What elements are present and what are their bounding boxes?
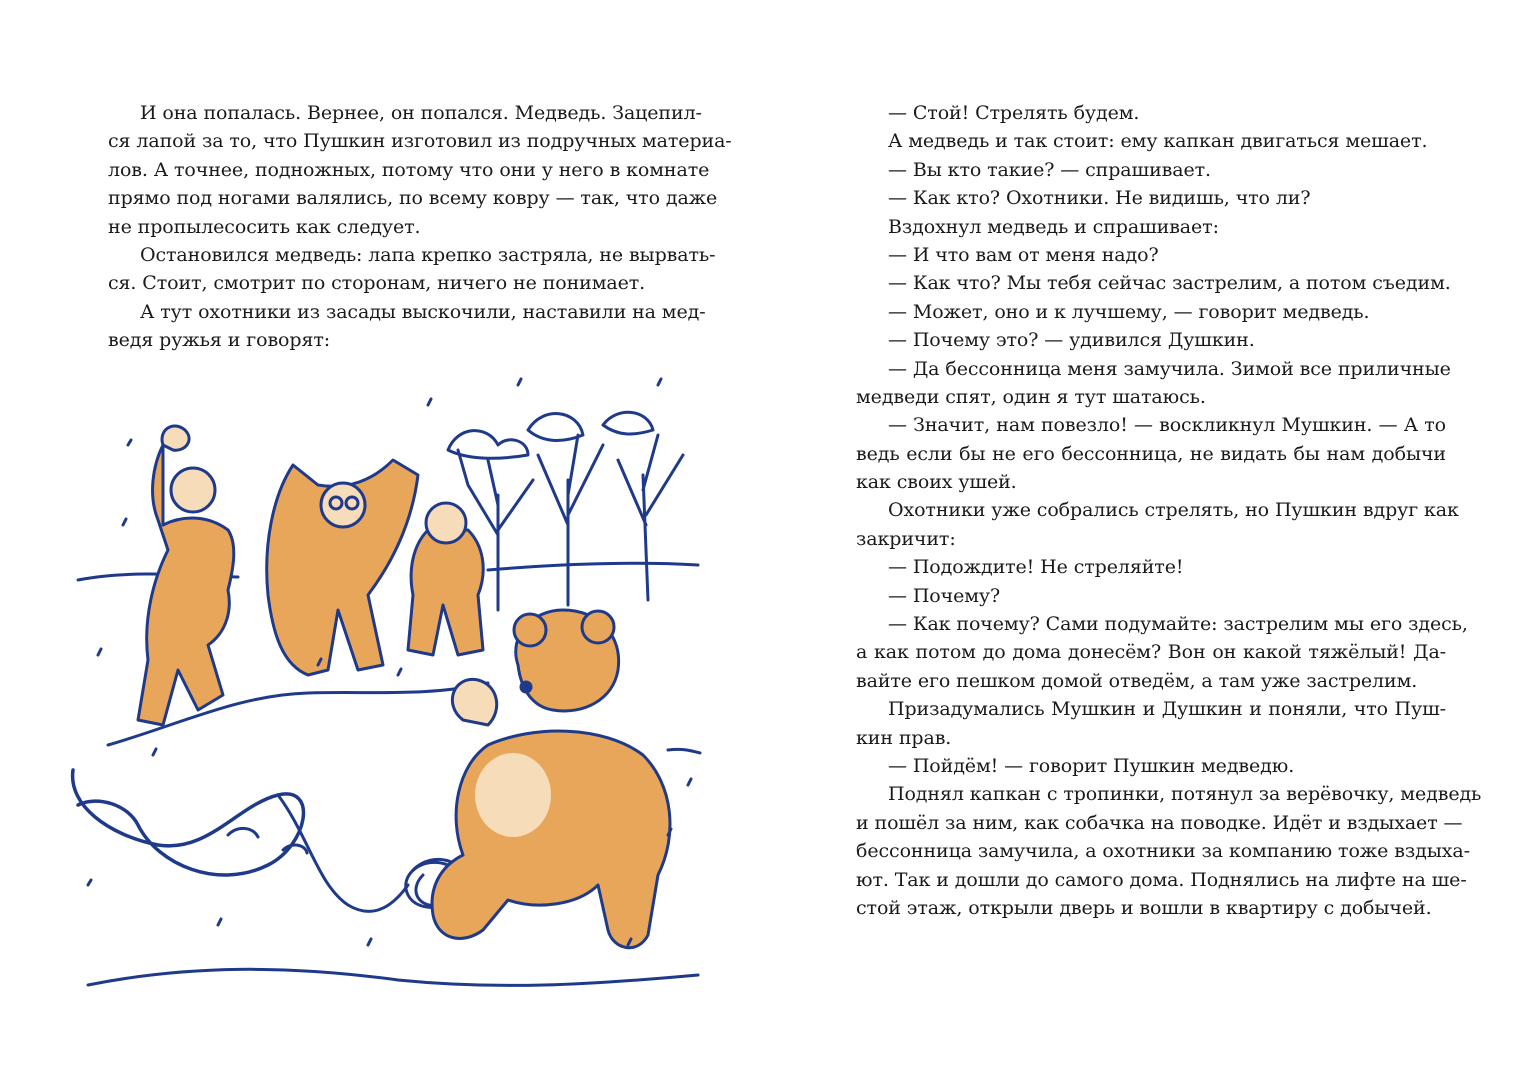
text-line: Охотники уже собрались стрелять, но Пушкин вдруг как bbox=[888, 499, 1459, 522]
text-line: А медведь и так стоит: ему капкан двигаться мешает. bbox=[888, 130, 1428, 153]
text-line: ся лапой за то, что Пушкин изготовил из подручных материа- bbox=[108, 130, 732, 153]
snowflake bbox=[398, 669, 401, 675]
text-line: ведя ружья и говорят: bbox=[108, 329, 331, 352]
text-line: вайте его пешком домой отведём, а там уже застрелим. bbox=[856, 669, 1418, 692]
hunter-right bbox=[408, 530, 483, 655]
snowflake bbox=[518, 379, 521, 385]
text-line: бессонница замучила, а охотники за компанию тоже вздыха- bbox=[856, 840, 1470, 863]
bear-nose bbox=[521, 682, 531, 692]
text-line: — Как кто? Охотники. Не видишь, что ли? bbox=[888, 187, 1311, 210]
text-line: — Как что? Мы тебя сейчас застрелим, а потом съедим. bbox=[888, 272, 1451, 295]
text-line: прямо под ногами валялись, по всему ковру — так, что даже bbox=[108, 187, 718, 210]
text-line: И она попалась. Вернее, он попался. Медведь. Зацепил- bbox=[140, 102, 702, 124]
hunter-right-head bbox=[426, 503, 466, 543]
text-line: — Может, оно и к лучшему, — говорит медведь. bbox=[888, 300, 1370, 323]
text-line: А тут охотники из засады выскочили, наставили на мед- bbox=[140, 300, 706, 323]
snow-ground-line bbox=[668, 749, 700, 753]
snowflake bbox=[658, 379, 661, 385]
text-line: ся. Стоит, смотрит по сторонам, ничего не понимает. bbox=[108, 272, 646, 295]
text-line: — Значит, нам повезло! — воскликнул Мушкин. — А то bbox=[888, 414, 1446, 437]
text-line: — Да бессонница меня замучила. Зимой все приличные bbox=[888, 357, 1451, 380]
bear-belly bbox=[475, 753, 551, 837]
snowflake bbox=[368, 939, 371, 945]
bear-hunters-illustration bbox=[68, 365, 708, 1005]
text-line: — Вы кто такие? — спрашивает. bbox=[888, 158, 1211, 181]
snowflake bbox=[128, 440, 131, 445]
snowflake bbox=[218, 919, 221, 925]
text-line: закричит: bbox=[856, 527, 956, 550]
text-line: кин прав. bbox=[856, 726, 952, 749]
bear-ear bbox=[514, 614, 546, 646]
snowflake bbox=[153, 749, 156, 755]
text-line: — Пойдём! — говорит Пушкин медведю. bbox=[888, 754, 1295, 777]
text-line: — Как почему? Сами подумайте: застрелим мы его здесь, bbox=[888, 613, 1468, 636]
text-line: — Почему это? — удивился Душкин. bbox=[888, 329, 1255, 352]
text-line: лов. А точнее, подножных, потому что они у него в комнате bbox=[108, 158, 710, 181]
snow-ground-line bbox=[88, 969, 698, 985]
bear-ear bbox=[582, 611, 614, 643]
tree-snow-cap bbox=[603, 412, 653, 434]
text-line: ют. Так и дошли до самого дома. Поднялись на лифте на ше- bbox=[856, 868, 1467, 891]
snowflake bbox=[688, 779, 691, 785]
text-line: и пошёл за ним, как собачка на поводке. Идёт и вздыхает — bbox=[856, 811, 1463, 834]
text-line: Призадумались Мушкин и Душкин и поняли, что Пуш- bbox=[888, 698, 1446, 721]
text-line: как своих ушей. bbox=[856, 471, 1017, 494]
text-line: Остановился медведь: лапа крепко застряла, не вырвать- bbox=[140, 243, 716, 266]
text-line: Вздохнул медведь и спрашивает: bbox=[888, 215, 1219, 238]
snowflake bbox=[123, 519, 126, 525]
hunter-left-head bbox=[171, 468, 215, 512]
hunter-left-mitten bbox=[162, 426, 189, 450]
snowflake bbox=[88, 880, 91, 885]
tree bbox=[618, 435, 683, 600]
text-line: медведи спят, один я тут шатаюсь. bbox=[856, 385, 1206, 408]
text-line: ведь если бы не его бессонница, не видать бы нам добычи bbox=[856, 442, 1446, 465]
snow-drift bbox=[228, 828, 258, 837]
text-line: Поднял капкан с тропинки, потянул за верёвочку, медведь bbox=[888, 783, 1482, 806]
rope bbox=[73, 770, 304, 875]
text-line: — Стой! Стрелять будем. bbox=[888, 102, 1140, 124]
text-line: стой этаж, открыли дверь и вошли в квартиру с добычей. bbox=[856, 896, 1432, 919]
text-line: не пропылесосить как следует. bbox=[108, 215, 421, 238]
snowflake bbox=[428, 399, 431, 405]
rope bbox=[278, 795, 408, 911]
snowflake bbox=[98, 649, 101, 655]
text-line: — Подождите! Не стреляйте! bbox=[888, 556, 1184, 579]
right-page-text bbox=[856, 99, 1482, 922]
text-line: а как потом до дома донесём? Вон он какой тяжёлый! Да- bbox=[856, 641, 1446, 664]
right-page bbox=[770, 0, 1539, 1087]
left-page-text bbox=[108, 99, 732, 355]
tree-snow-cap bbox=[448, 431, 528, 459]
tree-snow-cap bbox=[528, 414, 583, 441]
bear-body bbox=[432, 731, 670, 948]
text-line: — И что вам от меня надо? bbox=[888, 243, 1159, 266]
text-line: — Почему? bbox=[888, 584, 1001, 607]
tree bbox=[538, 435, 603, 605]
bear-paw bbox=[452, 679, 496, 725]
snow-ground-line bbox=[488, 563, 698, 570]
